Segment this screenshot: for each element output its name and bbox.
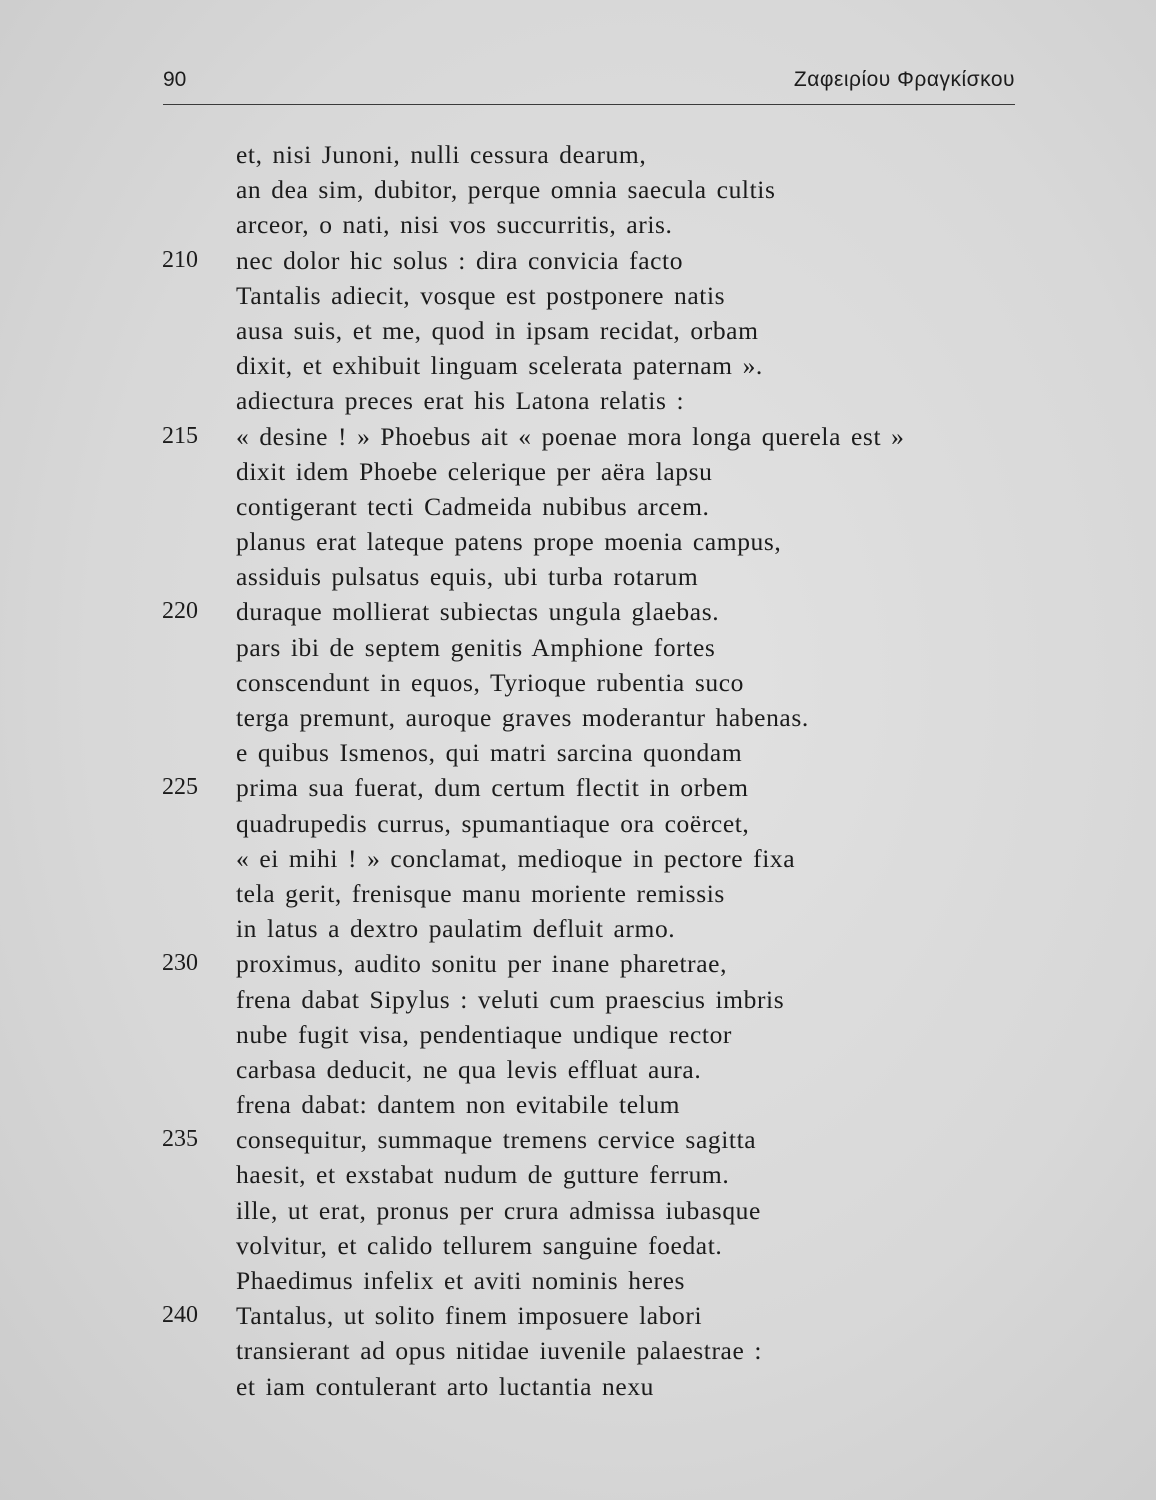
verse-line bbox=[0, 489, 1156, 524]
verse-text: dixit idem Phoebe celerique per aëra lapsu bbox=[236, 456, 713, 486]
verse-line bbox=[0, 1157, 1156, 1192]
verse-text: Tantalis adiecit, vosque est postponere natis bbox=[236, 280, 726, 310]
verse-text: frena dabat: dantem non evitabile telum bbox=[236, 1090, 681, 1120]
line-number: 230 bbox=[162, 950, 198, 977]
verse-text: Phaedimus infelix et aviti nominis heres bbox=[236, 1266, 686, 1295]
running-head bbox=[163, 68, 1015, 100]
page-number: 90 bbox=[163, 68, 187, 91]
verse-line bbox=[0, 172, 1156, 207]
verse-text: dixit, et exhibuit linguam scelerata paternam ». bbox=[236, 351, 763, 381]
verse-line bbox=[0, 876, 1156, 911]
verse-text: duraque mollierat subiectas ungula glaebas. bbox=[236, 597, 720, 627]
verse-line bbox=[0, 1298, 1156, 1333]
verse-line bbox=[0, 419, 1156, 454]
verse-line bbox=[0, 1052, 1156, 1087]
verse-text: nec dolor hic solus : dira convicia facto bbox=[236, 245, 684, 275]
verse-line bbox=[0, 630, 1156, 665]
verse-text: nube fugit visa, pendentiaque undique rector bbox=[236, 1019, 733, 1049]
verse-text: assiduis pulsatus equis, ubi turba rotarum bbox=[236, 562, 699, 592]
verse-line bbox=[0, 137, 1156, 172]
verse-line bbox=[0, 594, 1156, 629]
verse-line bbox=[0, 1087, 1156, 1122]
verse-line bbox=[0, 1263, 1156, 1298]
verse-text: « ei mihi ! » conclamat, medioque in pectore fixa bbox=[236, 843, 796, 873]
verse-line bbox=[0, 1017, 1156, 1052]
verse-text: in latus a dextro paulatim defluit armo. bbox=[236, 914, 676, 944]
verse-block bbox=[0, 137, 1156, 1404]
line-number: 220 bbox=[162, 598, 198, 625]
verse-line bbox=[0, 700, 1156, 735]
verse-line bbox=[0, 841, 1156, 876]
verse-text: contigerant tecti Cadmeida nubibus arcem. bbox=[236, 491, 710, 521]
verse-text: terga premunt, auroque graves moderantur habenas. bbox=[236, 703, 809, 732]
verse-line bbox=[0, 665, 1156, 700]
verse-line bbox=[0, 1228, 1156, 1263]
verse-text: volvitur, et calido tellurem sanguine foedat. bbox=[236, 1230, 723, 1260]
line-number: 225 bbox=[162, 774, 198, 801]
verse-text: arceor, o nati, nisi vos succurritis, aris. bbox=[236, 210, 673, 240]
verse-line bbox=[0, 524, 1156, 559]
verse-line bbox=[0, 806, 1156, 841]
verse-line bbox=[0, 207, 1156, 242]
verse-text: tela gerit, frenisque manu moriente remissis bbox=[236, 878, 725, 908]
verse-text: adiectura preces erat his Latona relatis : bbox=[236, 386, 685, 416]
verse-text: an dea sim, dubitor, perque omnia saecula cultis bbox=[236, 175, 776, 205]
header-rule bbox=[163, 104, 1015, 105]
verse-text: haesit, et exstabat nudum de gutture ferrum. bbox=[236, 1160, 730, 1190]
verse-text: Tantalus, ut solito finem imposuere labori bbox=[236, 1301, 703, 1331]
verse-line bbox=[0, 1193, 1156, 1228]
verse-text: pars ibi de septem genitis Amphione fortes bbox=[236, 632, 716, 662]
verse-text: e quibus Ismenos, qui matri sarcina quondam bbox=[236, 738, 743, 768]
verse-text: frena dabat Sipylus : veluti cum praescius imbris bbox=[236, 984, 785, 1014]
verse-line bbox=[0, 278, 1156, 313]
verse-text: et, nisi Junoni, nulli cessura dearum, bbox=[236, 140, 647, 169]
line-number: 235 bbox=[162, 1126, 198, 1153]
verse-text: ausa suis, et me, quod in ipsam recidat, orbam bbox=[236, 315, 759, 345]
verse-text: quadrupedis currus, spumantiaque ora coërcet, bbox=[236, 808, 750, 838]
line-number: 240 bbox=[162, 1302, 198, 1329]
verse-line bbox=[0, 735, 1156, 770]
verse-line bbox=[0, 559, 1156, 594]
line-number: 215 bbox=[162, 422, 198, 449]
verse-text: consequitur, summaque tremens cervice sagitta bbox=[236, 1125, 757, 1155]
line-number: 210 bbox=[162, 246, 198, 273]
verse-text: carbasa deducit, ne qua levis effluat aura. bbox=[236, 1054, 702, 1084]
verse-text: et iam contulerant arto luctantia nexu bbox=[236, 1371, 655, 1401]
verse-text: planus erat lateque patens prope moenia campus, bbox=[236, 527, 782, 557]
verse-text: ille, ut erat, pronus per crura admissa iubasque bbox=[236, 1195, 761, 1225]
verse-line bbox=[0, 243, 1156, 278]
verse-line bbox=[0, 348, 1156, 383]
verse-text: proximus, audito sonitu per inane pharetrae, bbox=[236, 949, 728, 979]
verse-line bbox=[0, 313, 1156, 348]
running-title: Ζαφειρίου Φραγκίσκου bbox=[793, 68, 1015, 91]
verse-line bbox=[0, 1122, 1156, 1157]
verse-line bbox=[0, 911, 1156, 946]
verse-line bbox=[0, 770, 1156, 805]
verse-text: « desine ! » Phoebus ait « poenae mora longa querela est » bbox=[236, 421, 905, 451]
verse-line bbox=[0, 383, 1156, 418]
verse-line bbox=[0, 1369, 1156, 1404]
verse-line bbox=[0, 454, 1156, 489]
verse-line bbox=[0, 1333, 1156, 1368]
verse-text: prima sua fuerat, dum certum flectit in orbem bbox=[236, 773, 749, 803]
verse-text: conscendunt in equos, Tyrioque rubentia suco bbox=[236, 667, 744, 697]
verse-line bbox=[0, 982, 1156, 1017]
verse-line bbox=[0, 946, 1156, 981]
verse-text: transierant ad opus nitidae iuvenile palaestrae : bbox=[236, 1336, 763, 1366]
